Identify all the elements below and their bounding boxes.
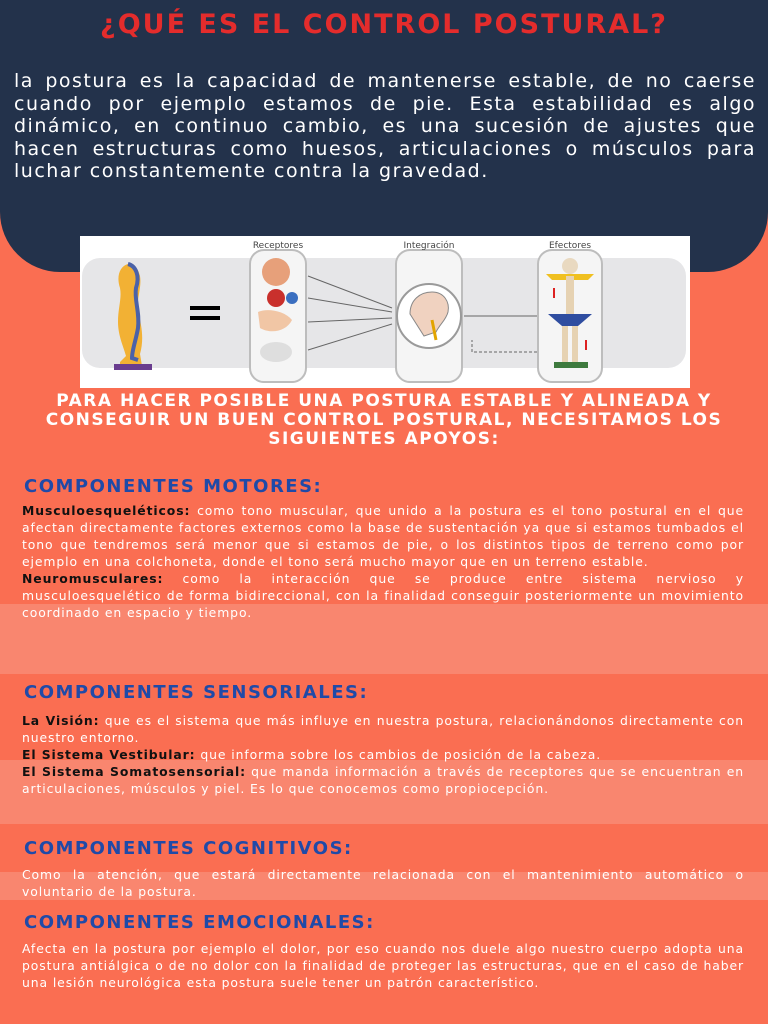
text-somatosensorial: que manda información a través de receptores que se encuentran en articulaciones, músculos y piel. Es lo que conocemos como propiocepción.	[22, 764, 744, 796]
heading-cognitivos: COMPONENTES COGNITIVOS:	[24, 838, 353, 859]
section-subtitle: PARA HACER POSIBLE UNA POSTURA ESTABLE Y ALINEADA Y CONSEGUIR UN BUEN CONTROL POSTURAL, NECESITAMOS LOS SIGUIENTES APOYOS:	[45, 391, 723, 449]
cognitivos-paragraph: Como la atención, que estará directamente relacionada con el mantenimiento automático o voluntario de la postura.	[22, 867, 744, 899]
highlight-band	[0, 634, 768, 674]
term-musculoesqueleticos: Musculoesqueléticos:	[22, 503, 191, 518]
label-efectores: Efectores	[548, 241, 592, 251]
eye-icon	[267, 289, 285, 307]
heading-emocionales: COMPONENTES EMOCIONALES:	[24, 912, 375, 933]
label-receptores: Receptores	[252, 241, 304, 251]
text-vision: que es el sistema que más influye en nuestra postura, relacionándonos directamente con nuestro entorno.	[22, 713, 744, 745]
heading-motores: COMPONENTES MOTORES:	[24, 476, 323, 497]
inner-ear-icon	[260, 342, 292, 362]
heading-sensoriales: COMPONENTES SENSORIALES:	[24, 682, 369, 703]
term-vision: La Visión:	[22, 713, 100, 728]
integracion-tube	[396, 250, 462, 382]
skeleton-icon	[562, 258, 578, 274]
term-neuromusculares: Neuromusculares:	[22, 571, 164, 586]
emocionales-paragraph: Afecta en la postura por ejemplo el dolor, por eso cuando nos duele algo nuestro cuerpo adopta una postura antiálgica o de no dolor con la finalidad de proteger las estructuras, que en el caso de haber una lesión neurológica esta postura suele tener un patrón característico.	[22, 941, 744, 990]
text-neuromusculares: como la interacción que se produce entre sistema nervioso y musculoesquelético de forma bidireccional, con la finalidad conseguir posteriormente un movimiento coordinado en espacio y tiempo.	[22, 571, 744, 620]
sensoriales-paragraph	[22, 712, 744, 797]
receptores-tube	[250, 250, 306, 382]
equals-sign	[190, 306, 220, 310]
text-vestibular: que informa sobre los cambios de posición de la cabeza.	[195, 747, 602, 762]
page-title: ¿QUÉ ES EL CONTROL POSTURAL?	[100, 9, 668, 40]
intro-paragraph: la postura es la capacidad de mantenerse estable, de no caerse cuando por ejemplo estamos de pie. Esta estabilidad es algo dinámico, en continuo cambio, es una sucesión de ajustes que hacen estructuras como huesos, articulaciones o músculos para luchar constantemente contra la gravedad.	[14, 70, 756, 182]
term-vestibular: El Sistema Vestibular:	[22, 747, 196, 762]
postural-control-diagram	[80, 236, 690, 388]
text-musculoesqueleticos: como tono muscular, que unido a la postura es el tono postural en el que afectan directamente factores externos como la base de sustentación ya que si estamos tumbados el tono que tendremos será menor que si estamos de pie, o los distintos tipos de terreno como por ejemplo en una colchoneta, donde el tono será mucho mayor que en un terreno estable.	[22, 503, 744, 569]
term-somatosensorial: El Sistema Somatosensorial:	[22, 764, 246, 779]
efectores-tube	[538, 250, 602, 382]
ear-icon	[262, 258, 290, 286]
label-integracion: Integración	[403, 241, 455, 251]
motores-paragraph	[22, 502, 744, 621]
